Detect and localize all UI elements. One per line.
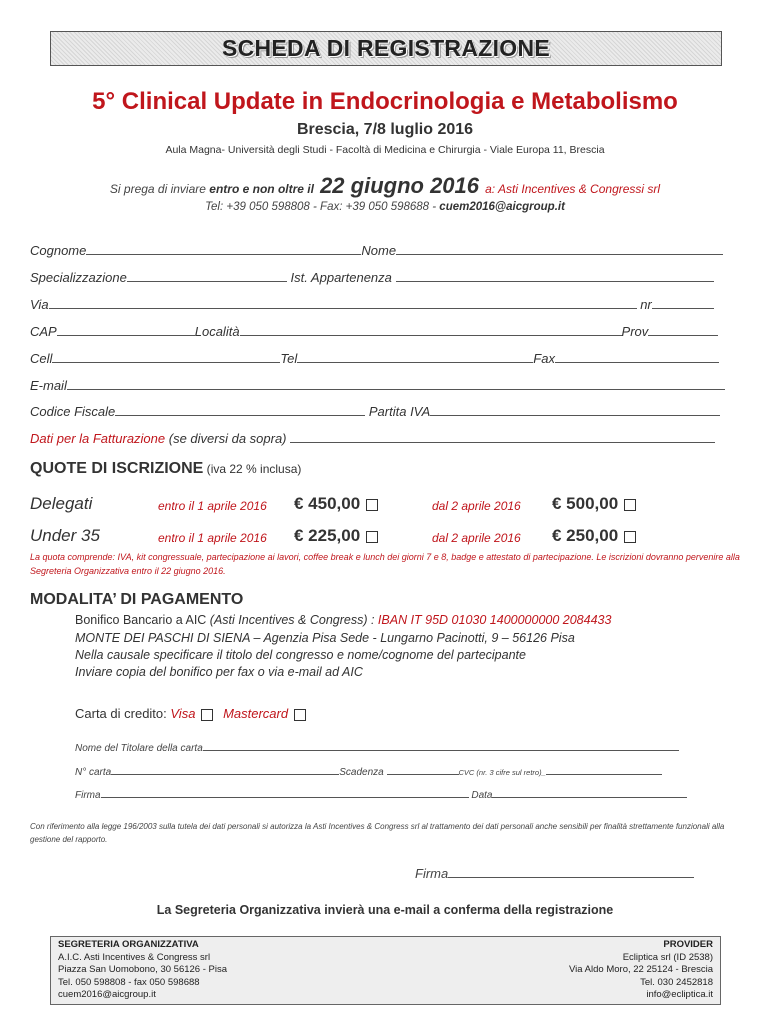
label-scadenza: Scadenza xyxy=(339,767,384,778)
row-cell-tel-fax xyxy=(30,351,719,366)
label-cell: Cell xyxy=(30,351,53,366)
form-header: SCHEDA DI REGISTRAZIONE xyxy=(221,35,551,61)
input-partita-iva[interactable] xyxy=(430,404,720,416)
label-fatturazione-note: (se diversi da sopra) xyxy=(165,431,287,446)
row-titolare xyxy=(75,741,679,754)
checkbox-under35-late[interactable] xyxy=(624,531,636,543)
footer-right-line3: Tel. 030 2452818 xyxy=(640,976,713,988)
send-prefix: Si prega di inviare xyxy=(109,182,210,196)
quote-paren-close: ) xyxy=(297,462,302,476)
footer-right-title: PROVIDER xyxy=(663,939,713,950)
input-cap[interactable] xyxy=(57,324,195,336)
label-email: E-mail xyxy=(30,378,67,393)
label-firma-carta: Firma xyxy=(75,790,101,801)
input-nome[interactable] xyxy=(396,243,723,255)
label-localita: Località xyxy=(194,324,240,339)
input-firma-carta[interactable] xyxy=(101,788,469,798)
footer-right-email: info@ecliptica.it xyxy=(646,989,713,1000)
label-ist-appartenenza: Ist. Appartenenza xyxy=(290,270,392,285)
row-codice-fiscale xyxy=(30,404,720,419)
quote-late-price-delegati-wrap xyxy=(552,494,636,514)
label-firma-main: Firma xyxy=(415,866,449,881)
quote-note: La quota comprende: IVA, kit congressuale, partecipazione ai lavori, coffee break e lunch dei giorni 7 e 8, badge e attestato di partecipazione. Le iscrizioni dovranno pervenire alla Segreteria Organizzativa entro il 22 giugno 2016. xyxy=(30,552,740,576)
payment-bonifico xyxy=(75,613,611,627)
checkbox-visa[interactable] xyxy=(201,709,213,721)
quote-row-delegati xyxy=(30,494,730,516)
contact-email: cuem2016@aicgroup.it xyxy=(439,201,565,213)
input-ist-appartenenza[interactable] xyxy=(396,270,714,282)
row-firma-main xyxy=(415,866,694,881)
input-cvc[interactable] xyxy=(546,765,662,775)
input-scadenza[interactable] xyxy=(387,765,459,775)
quote-early-price-delegati-wrap xyxy=(294,494,378,514)
footer-left-email: cuem2016@aicgroup.it xyxy=(58,989,156,1000)
payment-mastercard-label: Mastercard xyxy=(223,706,289,721)
input-via[interactable] xyxy=(49,297,637,309)
label-via: Via xyxy=(30,297,49,312)
label-fatturazione: Dati per la Fatturazione xyxy=(30,431,166,446)
row-cognome-nome xyxy=(30,243,723,258)
label-cap: CAP xyxy=(30,324,57,339)
label-partita-iva: Partita IVA xyxy=(368,404,431,419)
contact-line xyxy=(0,201,770,213)
label-data: Data xyxy=(471,790,493,801)
footer-left-line1: A.I.C. Asti Incentives & Congress srl xyxy=(58,951,211,963)
footer-left-line2: Piazza San Uomobono, 30 56126 - Pisa xyxy=(58,964,227,975)
row-specializzazione xyxy=(30,270,714,285)
label-nr: nr xyxy=(640,297,652,312)
input-specializzazione[interactable] xyxy=(127,270,287,282)
input-cognome[interactable] xyxy=(86,243,361,255)
event-subtitle: Brescia, 7/8 luglio 2016 xyxy=(296,121,474,138)
input-data[interactable] xyxy=(492,788,687,798)
footer-right-line2: Via Aldo Moro, 22 25124 - Brescia xyxy=(569,964,713,975)
quote-early-price-delegati: € 450,00 xyxy=(294,494,361,513)
quote-section-title xyxy=(30,460,301,478)
quote-early-under35: entro il 1 aprile 2016 xyxy=(158,531,267,545)
footer-provider xyxy=(569,939,713,1002)
label-ncarta: N° carta xyxy=(75,767,112,778)
row-via xyxy=(30,297,714,312)
input-prov[interactable] xyxy=(648,324,718,336)
input-firma-main[interactable] xyxy=(448,866,694,878)
payment-section-title: MODALITA’ DI PAGAMENTO xyxy=(30,591,244,608)
payment-iban: IBAN IT 95D 01030 1400000000 2084433 xyxy=(377,613,612,627)
quote-early-price-under35-wrap xyxy=(294,526,378,546)
event-venue: Aula Magna- Università degli Studi - Facoltà di Medicina e Chirurgia - Viale Europa 11, Brescia xyxy=(165,144,605,156)
quote-late-price-delegati: € 500,00 xyxy=(552,494,619,513)
quote-iva: iva 22 % inclusa xyxy=(210,462,298,476)
label-specializzazione: Specializzazione xyxy=(30,270,127,285)
input-nr[interactable] xyxy=(652,297,714,309)
checkbox-delegati-early[interactable] xyxy=(366,499,378,511)
input-tel[interactable] xyxy=(297,351,533,363)
footer-segreteria xyxy=(58,939,227,1002)
input-cell[interactable] xyxy=(52,351,280,363)
quote-early-delegati: entro il 1 aprile 2016 xyxy=(158,499,267,513)
checkbox-mastercard[interactable] xyxy=(294,709,306,721)
row-cap xyxy=(30,324,718,339)
label-codice-fiscale: Codice Fiscale xyxy=(30,404,116,419)
input-fatturazione[interactable] xyxy=(290,431,715,443)
footer-left-title: SEGRETERIA ORGANIZZATIVA xyxy=(58,939,199,950)
quote-late-price-under35-wrap xyxy=(552,526,636,546)
send-deadline-label: entro e non oltre il xyxy=(209,182,314,196)
input-codice-fiscale[interactable] xyxy=(115,404,365,416)
quote-late-under35: dal 2 aprile 2016 xyxy=(432,531,521,545)
confirmation-note: La Segreteria Organizzativa invierà una e-mail a conferma della registrazione xyxy=(156,903,614,917)
checkbox-under35-early[interactable] xyxy=(366,531,378,543)
label-cognome: Cognome xyxy=(30,243,87,258)
footer-left-line3: Tel. 050 598808 - fax 050 598688 xyxy=(58,976,200,988)
send-deadline-date: 22 giugno 2016 xyxy=(313,173,486,198)
footer-right-line1: Ecliptica srl (ID 2538) xyxy=(622,951,713,963)
label-fax: Fax xyxy=(533,351,555,366)
label-titolare: Nome del Titolare della carta xyxy=(75,743,203,754)
row-fatturazione xyxy=(30,431,715,446)
payment-carta xyxy=(75,706,306,721)
privacy-notice: Con riferimento alla legge 196/2003 sulla tutela dei dati personali si autorizza la Asti Incentives & Congress srl al trattamento dei dati personali anche sensibili per finalità strettamente funzionali alla gestione del rapporto. xyxy=(30,822,725,844)
payment-carta-label: Carta di credito: xyxy=(75,706,171,721)
quote-early-price-under35: € 225,00 xyxy=(294,526,361,545)
label-cvc: CVC (nr. 3 cifre sul retro)_ xyxy=(458,768,546,777)
quote-paren-open: ( xyxy=(203,462,211,476)
label-tel: Tel xyxy=(280,351,298,366)
quote-late-delegati: dal 2 aprile 2016 xyxy=(432,499,521,513)
contact-phones: Tel: +39 050 598808 - Fax: +39 050 598688 - xyxy=(205,201,440,213)
form-header-box xyxy=(50,31,722,66)
quote-late-price-under35: € 250,00 xyxy=(552,526,619,545)
checkbox-delegati-late[interactable] xyxy=(624,499,636,511)
quote-title: QUOTE DI ISCRIZIONE xyxy=(30,460,204,477)
input-fax[interactable] xyxy=(555,351,719,363)
quote-label-delegati: Delegati xyxy=(30,494,93,513)
payment-causale: Nella causale specificare il titolo del congresso e nome/cognome del partecipante xyxy=(75,648,526,662)
send-instructions xyxy=(0,173,770,199)
payment-copia: Inviare copia del bonifico per fax o via e-mail ad AIC xyxy=(75,665,363,679)
payment-bonifico-company: (Asti Incentives & Congress) : xyxy=(209,613,378,627)
event-title: 5° Clinical Update in Endocrinologia e Metabolismo xyxy=(92,88,678,115)
input-email[interactable] xyxy=(67,378,725,390)
payment-bonifico-label: Bonifico Bancario a AIC xyxy=(75,613,210,627)
label-nome: Nome xyxy=(361,243,397,258)
input-titolare[interactable] xyxy=(203,741,679,751)
row-ncarta xyxy=(75,765,662,778)
payment-bank: MONTE DEI PASCHI DI SIENA – Agenzia Pisa Sede - Lungarno Pacinotti, 9 – 56126 Pisa xyxy=(75,631,575,645)
footer-box xyxy=(50,936,721,1005)
row-email xyxy=(30,378,725,393)
send-recipient: a: Asti Incentives & Congressi srl xyxy=(485,182,661,196)
quote-row-under35 xyxy=(30,526,730,548)
input-localita[interactable] xyxy=(240,324,622,336)
label-prov: Prov xyxy=(621,324,649,339)
row-firma-data xyxy=(75,788,687,801)
payment-visa-label: Visa xyxy=(170,706,196,721)
quote-label-under35: Under 35 xyxy=(30,526,100,545)
input-ncarta[interactable] xyxy=(111,765,339,775)
